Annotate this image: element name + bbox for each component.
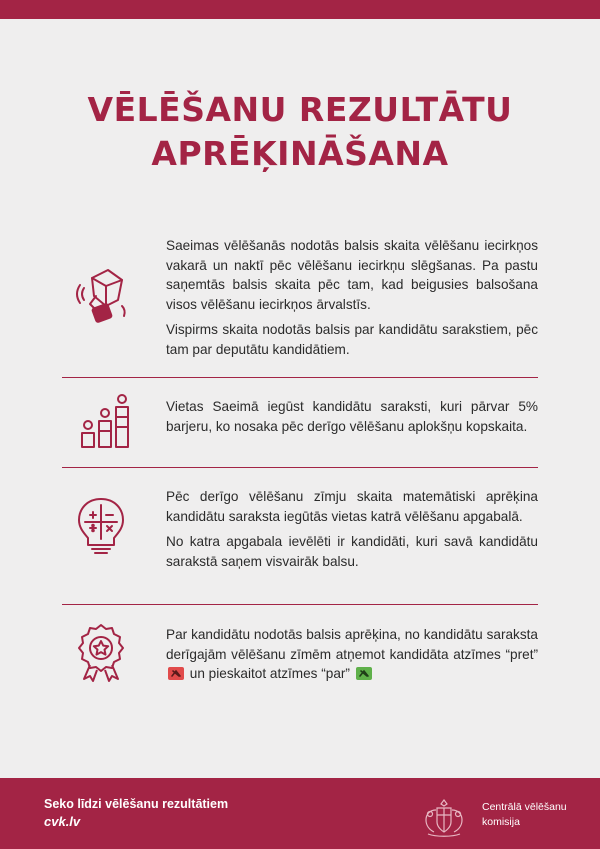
title-line-1: VĒLĒŠANU REZULTĀTU	[87, 90, 513, 129]
award-badge-icon	[70, 621, 132, 683]
ballot-box-icon	[70, 266, 132, 328]
section-1-paragraph-1: Saeimas vēlēšanās nodotās balsis skaita vēlēšanu iecirkņos vakarā un naktī pēc vēlēšanu iecirkņu slēgšanas. Pa pastu saņemtās balsis skaita pēc tam, kad beigusies balsošana visos vēlēšanu iecirkņos ārvalstīs.	[166, 238, 538, 312]
section-3-paragraph-1: Pēc derīgo vēlēšanu zīmju skaita matemātiski aprēķina kandidātu saraksta iegūtās vietas katrā vēlēšanu apgabalā.	[166, 489, 538, 524]
footer-url-link[interactable]: cvk.lv	[44, 814, 81, 829]
against-mark-icon	[168, 667, 184, 680]
organization-name	[482, 800, 567, 830]
footer-cta	[44, 796, 228, 830]
divider	[62, 467, 538, 468]
page-title	[0, 88, 600, 176]
coat-of-arms-logo	[422, 798, 466, 838]
section-3-paragraph-2: No katra apgabala ievēlēti ir kandidāti, kuri savā kandidātu sarakstā saņem visvairāk balsu.	[166, 534, 538, 569]
title-line-2: APRĒĶINĀŠANA	[151, 134, 449, 173]
section-4-text-middle: un pieskaitot atzīmes “par”	[189, 666, 350, 681]
section-2-paragraph-1: Vietas Saeimā iegūst kandidātu saraksti, kuri pārvar 5% barjeru, ko nosaka pēc derīgo vēlēšanu aplokšņu kopskaita.	[166, 399, 538, 434]
divider	[62, 377, 538, 378]
for-mark-icon	[356, 667, 372, 680]
section-1-text	[166, 236, 538, 365]
section-2-text	[166, 397, 538, 442]
footer	[0, 778, 600, 849]
section-4-text-before: Par kandidātu nodotās balsis aprēķina, no kandidātu saraksta derīgajām vēlēšanu zīmēm atņemot kandidāta atzīmes “pret”	[166, 627, 538, 662]
section-4-paragraph	[166, 625, 538, 684]
org-line-2: komisija	[482, 816, 520, 828]
section-1-paragraph-2: Vispirms skaita nodotās balsis par kandidātu sarakstiem, pēc tam par deputātu kandidātiem.	[166, 322, 538, 357]
footer-cta-text: Seko līdzi vēlēšanu rezultātiem	[44, 797, 229, 811]
org-line-1: Centrālā vēlēšanu	[482, 801, 567, 813]
top-accent-bar	[0, 0, 600, 19]
section-3-text	[166, 487, 538, 577]
podium-chart-icon	[70, 391, 132, 453]
calculator-bulb-icon	[70, 495, 132, 557]
divider	[62, 604, 538, 605]
section-4-text	[166, 625, 538, 690]
